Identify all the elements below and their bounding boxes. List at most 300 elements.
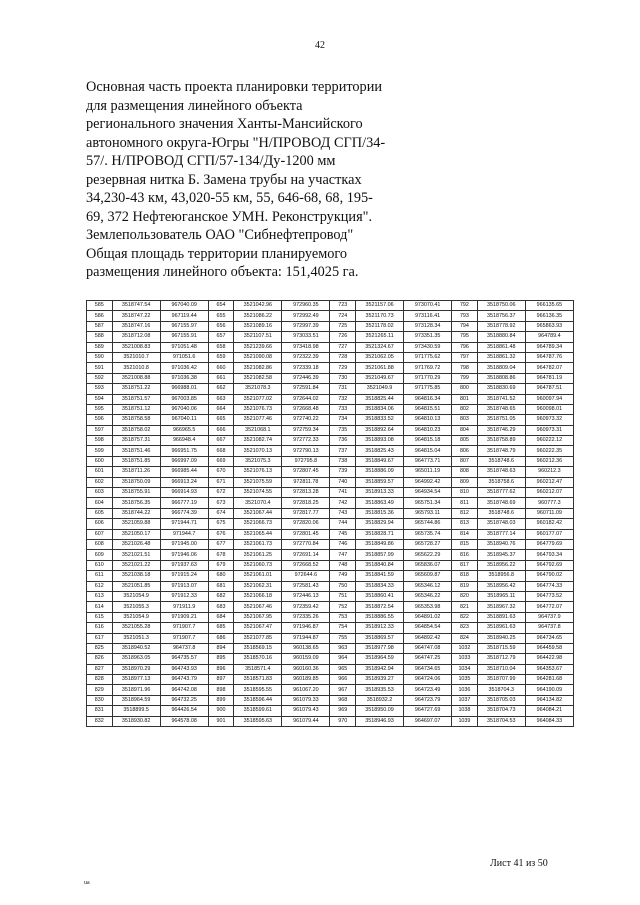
point-number-cell: 735 (330, 425, 356, 435)
coordinate-cell: 967040.09 (160, 301, 208, 311)
table-row (87, 581, 574, 591)
point-number-cell: 895 (208, 654, 234, 664)
point-number-cell: 607 (87, 529, 113, 539)
coordinate-cell: 3518849.67 (356, 456, 404, 466)
coordinate-cell: 964353.67 (525, 664, 573, 674)
coordinate-cell: 3518704.3 (477, 685, 525, 695)
coordinate-cell: 3518841.59 (356, 571, 404, 581)
point-number-cell: 815 (452, 539, 478, 549)
coordinate-cell: 964810.13 (404, 415, 452, 425)
point-number-cell: 655 (208, 311, 234, 321)
coordinate-cell: 971937.63 (160, 560, 208, 570)
coordinate-cell: 971911.9 (160, 602, 208, 612)
coordinate-cell: 3518964.59 (356, 654, 404, 664)
coordinate-cell: 3518956.8 (477, 571, 525, 581)
coordinate-cell: 973351.35 (404, 332, 452, 342)
point-number-cell: 740 (330, 477, 356, 487)
coordinate-cell: 3518840.84 (356, 560, 404, 570)
coordinate-cell: 3521049.67 (356, 373, 404, 383)
coordinate-cell: 3521021.51 (112, 550, 160, 560)
coordinate-cell: 3518967.32 (477, 602, 525, 612)
point-number-cell: 796 (452, 342, 478, 352)
coordinate-cell: 964578.08 (160, 716, 208, 726)
coordinate-cell: 971051.6 (160, 352, 208, 362)
table-row (87, 436, 574, 446)
coordinate-cell: 3521066.73 (234, 519, 282, 529)
coordinate-cell: 3521082.86 (234, 363, 282, 373)
point-number-cell: 817 (452, 560, 478, 570)
coordinate-cell: 3518748.65 (477, 404, 525, 414)
point-number-cell: 901 (208, 716, 234, 726)
coordinate-cell: 3518815.36 (356, 508, 404, 518)
coordinate-cell: 3518956.22 (477, 560, 525, 570)
coordinate-cell: 964737.9 (525, 612, 573, 622)
coordinate-cell: 3518970.29 (112, 664, 160, 674)
point-number-cell: 589 (87, 342, 113, 352)
point-number-cell: 665 (208, 415, 234, 425)
coordinate-cell: 964724.06 (404, 675, 452, 685)
coordinate-cell: 3518857.99 (356, 550, 404, 560)
coordinate-cell: 3521061.88 (356, 363, 404, 373)
coordinate-cell: 3521061.73 (234, 539, 282, 549)
coordinate-cell: 972446.13 (282, 591, 330, 601)
coordinate-cell: 964743.93 (160, 664, 208, 674)
coordinate-cell: 961067.20 (282, 685, 330, 695)
coordinate-cell: 3518741.52 (477, 394, 525, 404)
coordinate-cell: 964134.82 (525, 695, 573, 705)
point-number-cell: 676 (208, 529, 234, 539)
coordinate-cell: 966985.44 (160, 467, 208, 477)
coordinate-cell: 3521062.05 (356, 352, 404, 362)
coordinate-cell: 966136.35 (525, 311, 573, 321)
heading-line: регионального значения Ханты-Мансийского (86, 116, 363, 132)
point-number-cell: 1038 (452, 706, 478, 716)
table-row (87, 643, 574, 653)
point-number-cell: 1032 (452, 643, 478, 653)
point-number-cell: 610 (87, 560, 113, 570)
point-number-cell: 829 (87, 685, 113, 695)
table-row (87, 685, 574, 695)
coordinate-cell: 964281.68 (525, 675, 573, 685)
coordinate-cell: 3518913.33 (356, 488, 404, 498)
coordinate-cell: 3518828.71 (356, 529, 404, 539)
point-number-cell: 587 (87, 321, 113, 331)
coordinate-cell: 3521026.48 (112, 539, 160, 549)
coordinate-cell: 964779.69 (525, 539, 573, 549)
coordinate-cell: 972770.84 (282, 539, 330, 549)
coordinate-cell: 964737.8 (160, 643, 208, 653)
coordinate-cell: 3518830.69 (477, 384, 525, 394)
point-number-cell: 755 (330, 633, 356, 643)
coordinate-cell: 971036.38 (160, 373, 208, 383)
coordinate-cell: 3518940.76 (477, 539, 525, 549)
coordinate-cell: 966948.4 (160, 436, 208, 446)
coordinate-cell: 960182.42 (525, 519, 573, 529)
coordinate-cell: 3518777.14 (477, 529, 525, 539)
table-row (87, 321, 574, 331)
point-number-cell: 723 (330, 301, 356, 311)
coordinate-cell: 971051.48 (160, 342, 208, 352)
table-row (87, 477, 574, 487)
point-number-cell: 808 (452, 467, 478, 477)
coordinate-cell: 3518757.31 (112, 436, 160, 446)
point-number-cell: 816 (452, 550, 478, 560)
coordinate-cell: 960212.3 (525, 467, 573, 477)
coordinate-cell: 3518971.96 (112, 685, 160, 695)
coordinate-cell: 3518595.63 (234, 716, 282, 726)
coordinate-cell: 971775.62 (404, 352, 452, 362)
point-number-cell: 807 (452, 456, 478, 466)
coordinate-cell: 3518932.2 (356, 695, 404, 705)
point-number-cell: 828 (87, 675, 113, 685)
point-number-cell: 725 (330, 321, 356, 331)
point-number-cell: 967 (330, 685, 356, 695)
coordinate-cell: 3518861.48 (477, 342, 525, 352)
point-number-cell: 616 (87, 623, 113, 633)
coordinate-cell: 3518704.73 (477, 706, 525, 716)
coordinate-cell: 3518899.5 (112, 706, 160, 716)
coordinate-cell: 966988.01 (160, 384, 208, 394)
coordinate-cell: 3521068.1 (234, 425, 282, 435)
point-number-cell: 797 (452, 352, 478, 362)
coordinate-cell: 3518892.64 (356, 425, 404, 435)
coordinate-cell: 3518712.08 (112, 332, 160, 342)
coordinate-cell: 960097.94 (525, 394, 573, 404)
coordinate-cell: 965011.19 (404, 467, 452, 477)
coordinate-cell: 965744.86 (404, 519, 452, 529)
coordinate-cell: 3521042.96 (234, 301, 282, 311)
coordinate-cell: 964782.07 (525, 363, 573, 373)
coordinate-cell: 3521324.67 (356, 342, 404, 352)
table-row (87, 560, 574, 570)
coordinate-cell: 3518859.57 (356, 477, 404, 487)
point-number-cell: 964 (330, 654, 356, 664)
coordinate-cell: 3521265.11 (356, 332, 404, 342)
coordinate-cell: 972997.39 (282, 321, 330, 331)
coordinate-cell: 964815.04 (404, 446, 452, 456)
point-number-cell: 814 (452, 529, 478, 539)
point-number-cell: 658 (208, 342, 234, 352)
coordinate-cell: 972817.77 (282, 508, 330, 518)
point-number-cell: 612 (87, 581, 113, 591)
coordinate-cell: 961079.33 (282, 695, 330, 705)
point-number-cell: 598 (87, 436, 113, 446)
coordinate-cell: 3518940.52 (112, 643, 160, 653)
coordinate-cell: 3521021.22 (112, 560, 160, 570)
coordinate-cell: 3518880.84 (477, 332, 525, 342)
coordinate-cell: 973116.41 (404, 311, 452, 321)
coordinate-cell: 973033.51 (282, 332, 330, 342)
point-number-cell: 683 (208, 602, 234, 612)
point-number-cell: 731 (330, 384, 356, 394)
coordinate-cell: 971944.87 (282, 633, 330, 643)
coordinate-cell: 3518756.35 (112, 498, 160, 508)
coordinate-cell: 972772.33 (282, 436, 330, 446)
point-number-cell: 606 (87, 519, 113, 529)
coordinate-cell: 960177.07 (525, 529, 573, 539)
coordinate-cell: 3521076.73 (234, 404, 282, 414)
coordinate-cell: 960212.47 (525, 477, 573, 487)
coordinate-cell: 3518747.22 (112, 311, 160, 321)
point-number-cell: 745 (330, 529, 356, 539)
point-number-cell: 818 (452, 571, 478, 581)
heading-line: размещения линейного объекта: 151,4025 га. (86, 264, 359, 280)
point-number-cell: 732 (330, 394, 356, 404)
coordinate-cell: 3518715.59 (477, 643, 525, 653)
coordinate-cell: 3518756.37 (477, 311, 525, 321)
coordinate-cell: 3518595.55 (234, 685, 282, 695)
coordinate-cell: 966777.19 (160, 498, 208, 508)
table-row (87, 404, 574, 414)
table-row (87, 612, 574, 622)
coordinate-cell: 964747.25 (404, 654, 452, 664)
coordinate-cell: 965793.11 (404, 508, 452, 518)
coordinate-cell: 3518571.4 (234, 664, 282, 674)
coordinate-cell: 972820.06 (282, 519, 330, 529)
point-number-cell: 794 (452, 321, 478, 331)
point-number-cell: 799 (452, 373, 478, 383)
heading-line: автономного округа-Югры "Н/ПРОВОД СГП/34- (86, 134, 386, 151)
heading-line: для размещения линейного объекта (86, 97, 303, 114)
table-row (87, 342, 574, 352)
coordinate-cell: 967003.85 (160, 394, 208, 404)
point-number-cell: 752 (330, 602, 356, 612)
coordinate-cell: 3518751.57 (112, 394, 160, 404)
coordinate-cell: 964790.02 (525, 571, 573, 581)
coordinate-cell: 972807.45 (282, 467, 330, 477)
heading-line: 57/. Н/ПРОВОД СГП/57-134/Ду-1200 мм (86, 153, 336, 169)
point-number-cell: 963 (330, 643, 356, 653)
point-number-cell: 685 (208, 623, 234, 633)
point-number-cell: 729 (330, 363, 356, 373)
coordinate-cell: 3521010.8 (112, 363, 160, 373)
coordinate-cell: 971912.33 (160, 591, 208, 601)
coordinate-cell: 964723.49 (404, 685, 452, 695)
coordinate-cell: 3518942.94 (356, 664, 404, 674)
point-number-cell: 805 (452, 436, 478, 446)
coordinate-cell: 3518825.44 (356, 394, 404, 404)
coordinate-cell: 965735.74 (404, 529, 452, 539)
coordinate-cell: 3518758.02 (112, 425, 160, 435)
coordinate-cell: 3518746.29 (477, 425, 525, 435)
table-row (87, 591, 574, 601)
coordinate-cell: 3518570.16 (234, 654, 282, 664)
coordinate-cell: 3521086.22 (234, 311, 282, 321)
point-number-cell: 672 (208, 488, 234, 498)
point-number-cell: 661 (208, 373, 234, 383)
coordinate-cell: 3518860.41 (356, 591, 404, 601)
coordinate-cell: 964190.09 (525, 685, 573, 695)
coordinate-cell: 971944.71 (160, 519, 208, 529)
coordinate-cell: 971769.72 (404, 363, 452, 373)
point-number-cell: 806 (452, 446, 478, 456)
point-number-cell: 738 (330, 456, 356, 466)
margin-mark: ua (84, 880, 90, 886)
point-number-cell: 1039 (452, 716, 478, 726)
coordinate-cell: 3518849.86 (356, 539, 404, 549)
coordinate-cell: 967155.97 (160, 321, 208, 331)
point-number-cell: 894 (208, 643, 234, 653)
coordinate-cell: 972759.34 (282, 425, 330, 435)
point-number-cell: 730 (330, 373, 356, 383)
table-row (87, 508, 574, 518)
point-number-cell: 588 (87, 332, 113, 342)
point-number-cell: 674 (208, 508, 234, 518)
coordinate-cell: 3518961.63 (477, 623, 525, 633)
coordinate-cell: 3521054.9 (112, 591, 160, 601)
coordinate-cell: 3521008.88 (112, 373, 160, 383)
coordinate-cell: 3518744.22 (112, 508, 160, 518)
coordinate-cell: 960098.01 (525, 404, 573, 414)
coordinate-cell: 964773.71 (404, 456, 452, 466)
coordinate-cell: 3518748.6 (477, 456, 525, 466)
point-number-cell: 592 (87, 373, 113, 383)
coordinate-cell: 972960.35 (282, 301, 330, 311)
table-row (87, 675, 574, 685)
coordinate-cell: 3518863.49 (356, 498, 404, 508)
point-number-cell: 726 (330, 332, 356, 342)
coordinate-cell: 971770.29 (404, 373, 452, 383)
table-row (87, 602, 574, 612)
coordinate-cell: 973070.41 (404, 301, 452, 311)
point-number-cell: 1035 (452, 675, 478, 685)
point-number-cell: 679 (208, 560, 234, 570)
point-number-cell: 617 (87, 633, 113, 643)
coordinate-cell: 3518950.09 (356, 706, 404, 716)
coordinate-cell: 972446.39 (282, 373, 330, 383)
coordinate-cell: 964734.65 (525, 633, 573, 643)
coordinate-cell: 3518748.6 (477, 508, 525, 518)
coordinate-cell: 3521067.47 (234, 623, 282, 633)
point-number-cell: 798 (452, 363, 478, 373)
coordinate-cell: 3521060.73 (234, 560, 282, 570)
coordinate-cell: 972359.42 (282, 602, 330, 612)
table-row (87, 488, 574, 498)
point-number-cell: 663 (208, 394, 234, 404)
coordinate-cell: 3521239.66 (234, 342, 282, 352)
coordinate-cell: 972740.22 (282, 415, 330, 425)
point-number-cell: 611 (87, 571, 113, 581)
coordinate-cell: 3518825.43 (356, 446, 404, 456)
coordinate-cell: 964789.34 (525, 342, 573, 352)
point-number-cell: 600 (87, 456, 113, 466)
point-number-cell: 601 (87, 467, 113, 477)
coordinate-cell: 3521107.51 (234, 332, 282, 342)
coordinate-cell: 3518869.57 (356, 633, 404, 643)
point-number-cell: 675 (208, 519, 234, 529)
table-row (87, 363, 574, 373)
coordinate-cell: 964787.51 (525, 384, 573, 394)
table-row (87, 384, 574, 394)
point-number-cell: 667 (208, 436, 234, 446)
coordinate-cell: 966951.75 (160, 446, 208, 456)
coordinate-cell: 972811.78 (282, 477, 330, 487)
point-number-cell: 597 (87, 425, 113, 435)
point-number-cell: 654 (208, 301, 234, 311)
coordinate-cell: 966914.93 (160, 488, 208, 498)
coordinate-cell: 964426.54 (160, 706, 208, 716)
table-row (87, 706, 574, 716)
table-row (87, 498, 574, 508)
point-number-cell: 682 (208, 591, 234, 601)
point-number-cell: 613 (87, 591, 113, 601)
coordinate-cell: 3518707.99 (477, 675, 525, 685)
point-number-cell: 804 (452, 425, 478, 435)
coordinate-cell: 3518571.83 (234, 675, 282, 685)
coordinates-table-container (86, 300, 574, 727)
coordinate-cell: 3518930.82 (112, 716, 160, 726)
coordinate-cell: 3521170.73 (356, 311, 404, 321)
coordinate-cell: 966965.5 (160, 425, 208, 435)
coordinate-cell: 3518912.33 (356, 623, 404, 633)
point-number-cell: 970 (330, 716, 356, 726)
coordinate-cell: 3518705.03 (477, 695, 525, 705)
table-row (87, 332, 574, 342)
coordinate-cell: 3518861.32 (477, 352, 525, 362)
table-row (87, 373, 574, 383)
coordinate-cell: 972992.49 (282, 311, 330, 321)
coordinate-cell: 3521055.3 (112, 602, 160, 612)
coordinate-cell: 960222.35 (525, 446, 573, 456)
coordinate-cell: 3518748.69 (477, 498, 525, 508)
coordinate-cell: 3518750.06 (477, 301, 525, 311)
coordinate-cell: 964992.42 (404, 477, 452, 487)
coordinate-cell: 972790.13 (282, 446, 330, 456)
coordinate-cell: 3518935.53 (356, 685, 404, 695)
coordinate-cell: 971907.7 (160, 633, 208, 643)
point-number-cell: 599 (87, 446, 113, 456)
coordinate-cell: 964793.34 (525, 550, 573, 560)
coordinates-table (86, 300, 574, 727)
coordinate-cell: 972644.6 (282, 571, 330, 581)
point-number-cell: 678 (208, 550, 234, 560)
point-number-cell: 733 (330, 404, 356, 414)
coordinate-cell: 3518758.6 (477, 477, 525, 487)
point-number-cell: 662 (208, 384, 234, 394)
coordinate-cell: 3518834.33 (356, 581, 404, 591)
coordinate-cell: 3521078.3 (234, 384, 282, 394)
coordinate-cell: 964781.19 (525, 373, 573, 383)
coordinate-cell: 3521054.9 (112, 612, 160, 622)
coordinate-cell: 964854.54 (404, 623, 452, 633)
heading-line: Землепользователь ОАО "Сибнефтепровод" (86, 227, 354, 243)
coordinate-cell: 964934.54 (404, 488, 452, 498)
coordinate-cell: 3518777.62 (477, 488, 525, 498)
point-number-cell: 684 (208, 612, 234, 622)
coordinate-cell: 973430.59 (404, 342, 452, 352)
coordinate-cell: 965609.87 (404, 571, 452, 581)
point-number-cell: 596 (87, 415, 113, 425)
point-number-cell: 812 (452, 508, 478, 518)
point-number-cell: 801 (452, 394, 478, 404)
point-number-cell: 825 (87, 643, 113, 653)
coordinate-cell: 960973.32 (525, 415, 573, 425)
coordinate-cell: 3518569.15 (234, 643, 282, 653)
point-number-cell: 969 (330, 706, 356, 716)
table-row (87, 539, 574, 549)
coordinate-cell: 3518893.08 (356, 436, 404, 446)
coordinate-cell: 3518977.98 (356, 643, 404, 653)
coordinate-cell: 964742.08 (160, 685, 208, 695)
point-number-cell: 748 (330, 560, 356, 570)
coordinate-cell: 961079.43 (282, 706, 330, 716)
point-number-cell: 585 (87, 301, 113, 311)
point-number-cell: 615 (87, 612, 113, 622)
point-number-cell: 811 (452, 498, 478, 508)
page-number: 42 (315, 40, 325, 51)
coordinate-cell: 972644.02 (282, 394, 330, 404)
coordinate-cell: 972801.45 (282, 529, 330, 539)
